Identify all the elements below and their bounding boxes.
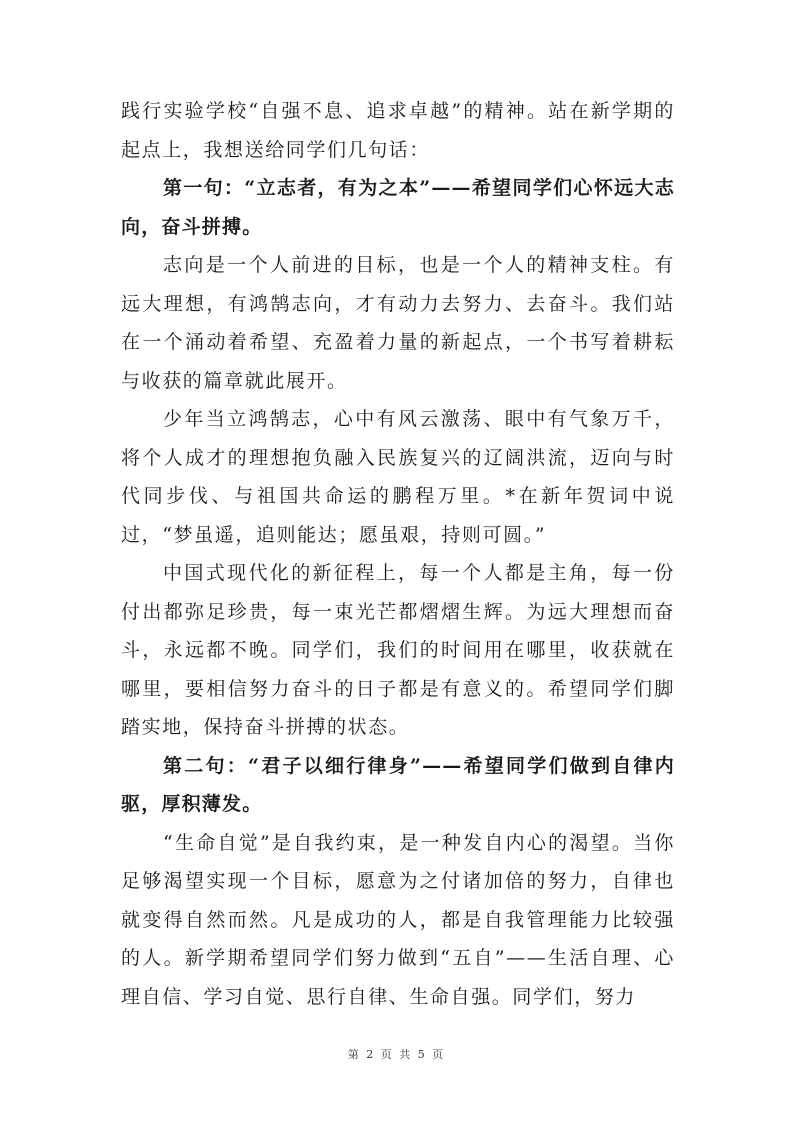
paragraph-intro: 践行实验学校“自强不息、追求卓越”的精神。站在新学期的起点上，我想送给同学们几句话： [121, 100, 675, 161]
heading-first-saying: 第一句：“立志者，有为之本”——希望同学们心怀远大志向，奋斗拼搏。 [121, 177, 675, 238]
heading-second-saying: 第二句：“君子以细行律身”——希望同学们做到自律内驱，厚积薄发。 [121, 754, 675, 815]
paragraph-modernization: 中国式现代化的新征程上，每一个人都是主角，每一份付出都弥足珍贵，每一束光芒都熠熠生辉。为远大理想而奋斗，永远都不晚。同学们，我们的时间用在哪里，收获就在哪里，要相信努力奋斗的日子都是有意义的。希望同学们脚踏实地，保持奋斗拼搏的状态。 [121, 562, 675, 738]
page-number-footer: 第 2 页 共 5 页 [347, 1048, 446, 1061]
paragraph-ambition: 志向是一个人前进的目标，也是一个人的精神支柱。有远大理想，有鸿鹄志向，才有动力去努力、去奋斗。我们站在一个涌动着希望、充盈着力量的新起点，一个书写着耕耘与收获的篇章就此展开。 [121, 254, 675, 392]
document-body [121, 92, 675, 1016]
paragraph-self-discipline: “生命自觉”是自我约束，是一种发自内心的渴望。当你足够渴望实现一个目标，愿意为之付诸加倍的努力，自律也就变得自然而然。凡是成功的人，都是自我管理能力比较强的人。新学期希望同学们努力做到“五自”——生活自理、心理自信、学习自觉、思行自律、生命自强。同学们，努力 [121, 831, 675, 1008]
paragraph-youth-aspiration: 少年当立鸿鹄志，心中有风云激荡、眼中有气象万千，将个人成才的理想抱负融入民族复兴的辽阔洪流，迈向与时代同步伐、与祖国共命运的鹏程万里。*在新年贺词中说过，“梦虽遥，追则能达；愿虽艰，持则可圆。” [121, 408, 675, 546]
